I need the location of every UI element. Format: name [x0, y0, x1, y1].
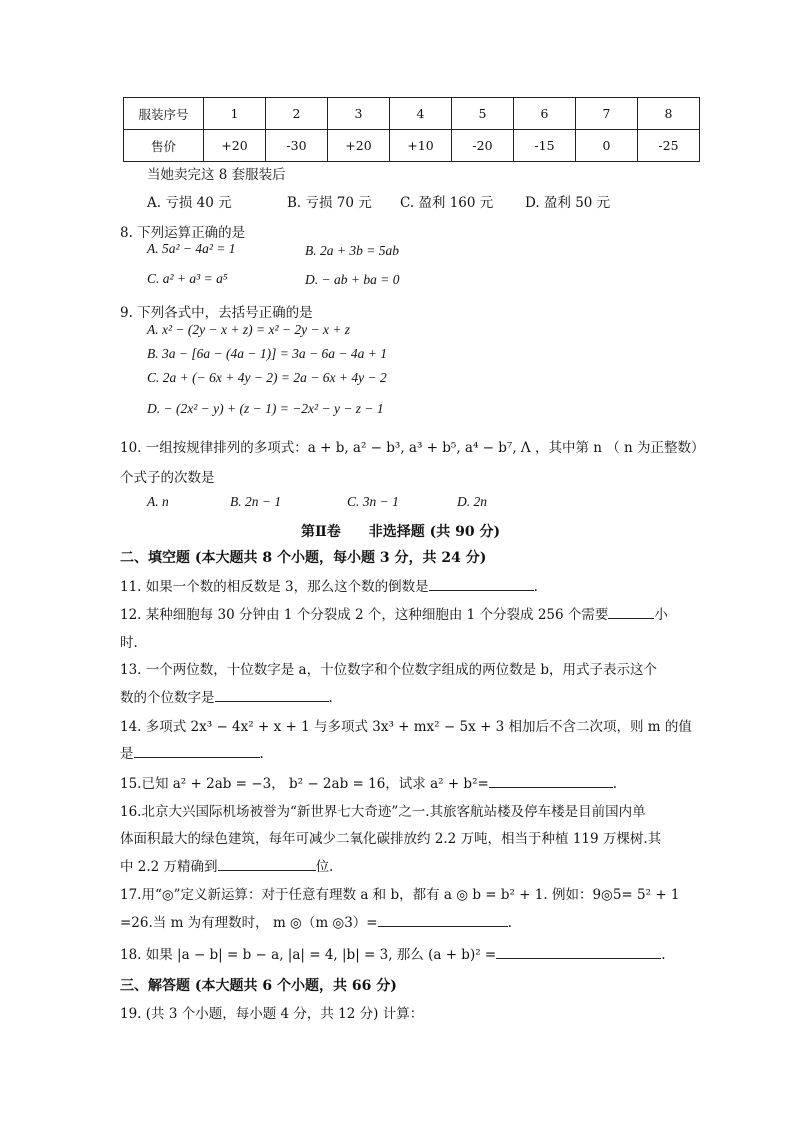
table-cell: 7 — [576, 98, 638, 130]
q15 — [120, 772, 617, 792]
q15-end: . — [612, 776, 618, 792]
q14-line1: 14. 多项式 2x³ − 4x² + x + 1 与多项式 3x³ + mx² − 5x + 3 相加后不含二次项，则 m 的值 — [120, 719, 692, 735]
q11 — [120, 575, 538, 595]
q10-option-a: A. n — [147, 494, 169, 509]
q12 — [120, 603, 668, 623]
table-cell: 5 — [452, 98, 514, 130]
q9-option-b: B. 3a − [6a − (4a − 1)] = 3a − 6a − 4a + 1 — [147, 346, 388, 361]
q8-option-b: B. 2a + 3b = 5ab — [305, 243, 399, 258]
q12-text: 12. 某种细胞每 30 分钟由 1 个分裂成 2 个，这种细胞由 1 个分裂成 256 个需要 — [120, 607, 609, 623]
q10-line2: 个式子的次数是 — [120, 470, 215, 486]
table-cell: 6 — [514, 98, 576, 130]
q17-text: =26.当 m 为有理数时， m ◎（m ◎3）= — [120, 915, 378, 931]
q16-end: 位. — [315, 859, 334, 875]
q7-stem: 当她卖完这 8 套服装后 — [147, 167, 286, 183]
table-header-cell: 服装序号 — [124, 98, 204, 130]
q10-option-c: C. 3n − 1 — [347, 494, 399, 509]
q10-line1: 10. 一组按规律排列的多项式：a + b, a² − b³, a³ + b⁵, a⁴ − b⁷, Λ ，其中第 n （ n 为正整数） — [120, 440, 705, 456]
q9-stem: 9. 下列各式中，去括号正确的是 — [120, 305, 313, 321]
q14-answer-blank[interactable] — [134, 743, 260, 758]
q18 — [120, 943, 666, 963]
q18-end: . — [661, 947, 666, 963]
q16-line2: 体面积最大的绿色建筑，每年可减少二氧化碳排放约 2.2 万吨，相当于种植 119 万棵树.其 — [120, 831, 662, 847]
table-cell: 0 — [576, 130, 638, 162]
q10-option-d: D. 2n — [457, 494, 487, 509]
q16-answer-blank[interactable] — [218, 856, 316, 871]
q17-line1: 17.用“◎”定义新运算：对于任意有理数 a 和 b，都有 a ◎ b = b² + 1. 例如：9◎5= 5² + 1 — [120, 887, 680, 903]
q18-answer-blank[interactable] — [496, 944, 661, 959]
q12-line2: 时. — [120, 635, 138, 651]
q13-line2 — [120, 686, 333, 706]
q13-line1: 13. 一个两位数，十位数字是 a，十位数字和个位数字组成的两位数是 b，用式子表示这个 — [120, 662, 658, 678]
q8-option-d: D. − ab + ba = 0 — [305, 272, 400, 287]
q16-line3 — [120, 855, 333, 875]
q8-option-c: C. a² + a³ = a⁵ — [147, 271, 228, 286]
q13-text: 数的个位数字是 — [120, 690, 215, 706]
table-cell: +20 — [328, 130, 390, 162]
table-cell: 2 — [266, 98, 328, 130]
q13-end: . — [328, 690, 333, 706]
q17-line2 — [120, 911, 512, 931]
q7-option-c: C. 盈利 160 元 — [400, 195, 494, 211]
table-row — [124, 98, 700, 130]
table-cell: -15 — [514, 130, 576, 162]
table-cell: +10 — [390, 130, 452, 162]
table-cell: 1 — [204, 98, 266, 130]
q16-line1: 16.北京大兴国际机场被誉为“新世界七大奇迹”之一.其旅客航站楼及停车楼是目前国内单 — [120, 804, 646, 820]
q16-text: 中 2.2 万精确到 — [120, 859, 218, 875]
q11-text: 11. 如果一个数的相反数是 3，那么这个数的倒数是 — [120, 579, 429, 595]
table-cell: 8 — [638, 98, 700, 130]
q9-option-c: C. 2a + (− 6x + 4y − 2) = 2a − 6x + 4y − 2 — [147, 370, 387, 385]
table-cell: +20 — [204, 130, 266, 162]
q12-answer-blank[interactable] — [608, 604, 654, 619]
q8-stem: 8. 下列运算正确的是 — [120, 225, 246, 241]
q14-text: 是 — [120, 746, 134, 762]
q15-answer-blank[interactable] — [489, 773, 613, 788]
q15-text: 15.已知 a² + 2ab = −3， b² − 2ab = 16，试求 a² + b²= — [120, 776, 489, 792]
table-row — [124, 130, 700, 162]
table-cell: -25 — [638, 130, 700, 162]
price-table — [123, 97, 700, 162]
q12-end: 小 — [654, 607, 668, 623]
section2-title: 二、填空题 (本大题共 8 个小题，每小题 3 分，共 24 分) — [120, 550, 487, 566]
q10-option-b: B. 2n − 1 — [230, 494, 282, 509]
table-cell: 4 — [390, 98, 452, 130]
q7-option-d: D. 盈利 50 元 — [525, 195, 611, 211]
table-cell: -20 — [452, 130, 514, 162]
q14-line2 — [120, 742, 264, 762]
q17-answer-blank[interactable] — [378, 912, 508, 927]
q13-answer-blank[interactable] — [215, 687, 329, 702]
q7-option-b: B. 亏损 70 元 — [287, 195, 372, 211]
table-cell: 3 — [328, 98, 390, 130]
section3-title: 三、解答题 (本大题共 6 个小题，共 66 分) — [120, 978, 397, 994]
q11-answer-blank[interactable] — [429, 576, 534, 591]
q18-text: 18. 如果 |a − b| = b − a, |a| = 4, |b| = 3, 那么 (a + b)² = — [120, 947, 497, 963]
table-cell: -30 — [266, 130, 328, 162]
q17-end: . — [507, 915, 512, 931]
part2-title: 第Ⅱ卷 非选择题 (共 90 分) — [301, 524, 501, 540]
q9-option-a: A. x² − (2y − x + z) = x² − 2y − x + z — [147, 322, 351, 337]
q9-option-d: D. − (2x² − y) + (z − 1) = −2x² − y − z − 1 — [147, 401, 384, 416]
q14-end: . — [259, 746, 264, 762]
q8-option-a: A. 5a² − 4a² = 1 — [147, 241, 236, 256]
q19: 19. (共 3 个小题，每小题 4 分，共 12 分) 计算： — [120, 1006, 424, 1022]
q11-end: . — [533, 579, 538, 595]
q7-option-a: A. 亏损 40 元 — [147, 195, 232, 211]
table-header-cell: 售价 — [124, 130, 204, 162]
